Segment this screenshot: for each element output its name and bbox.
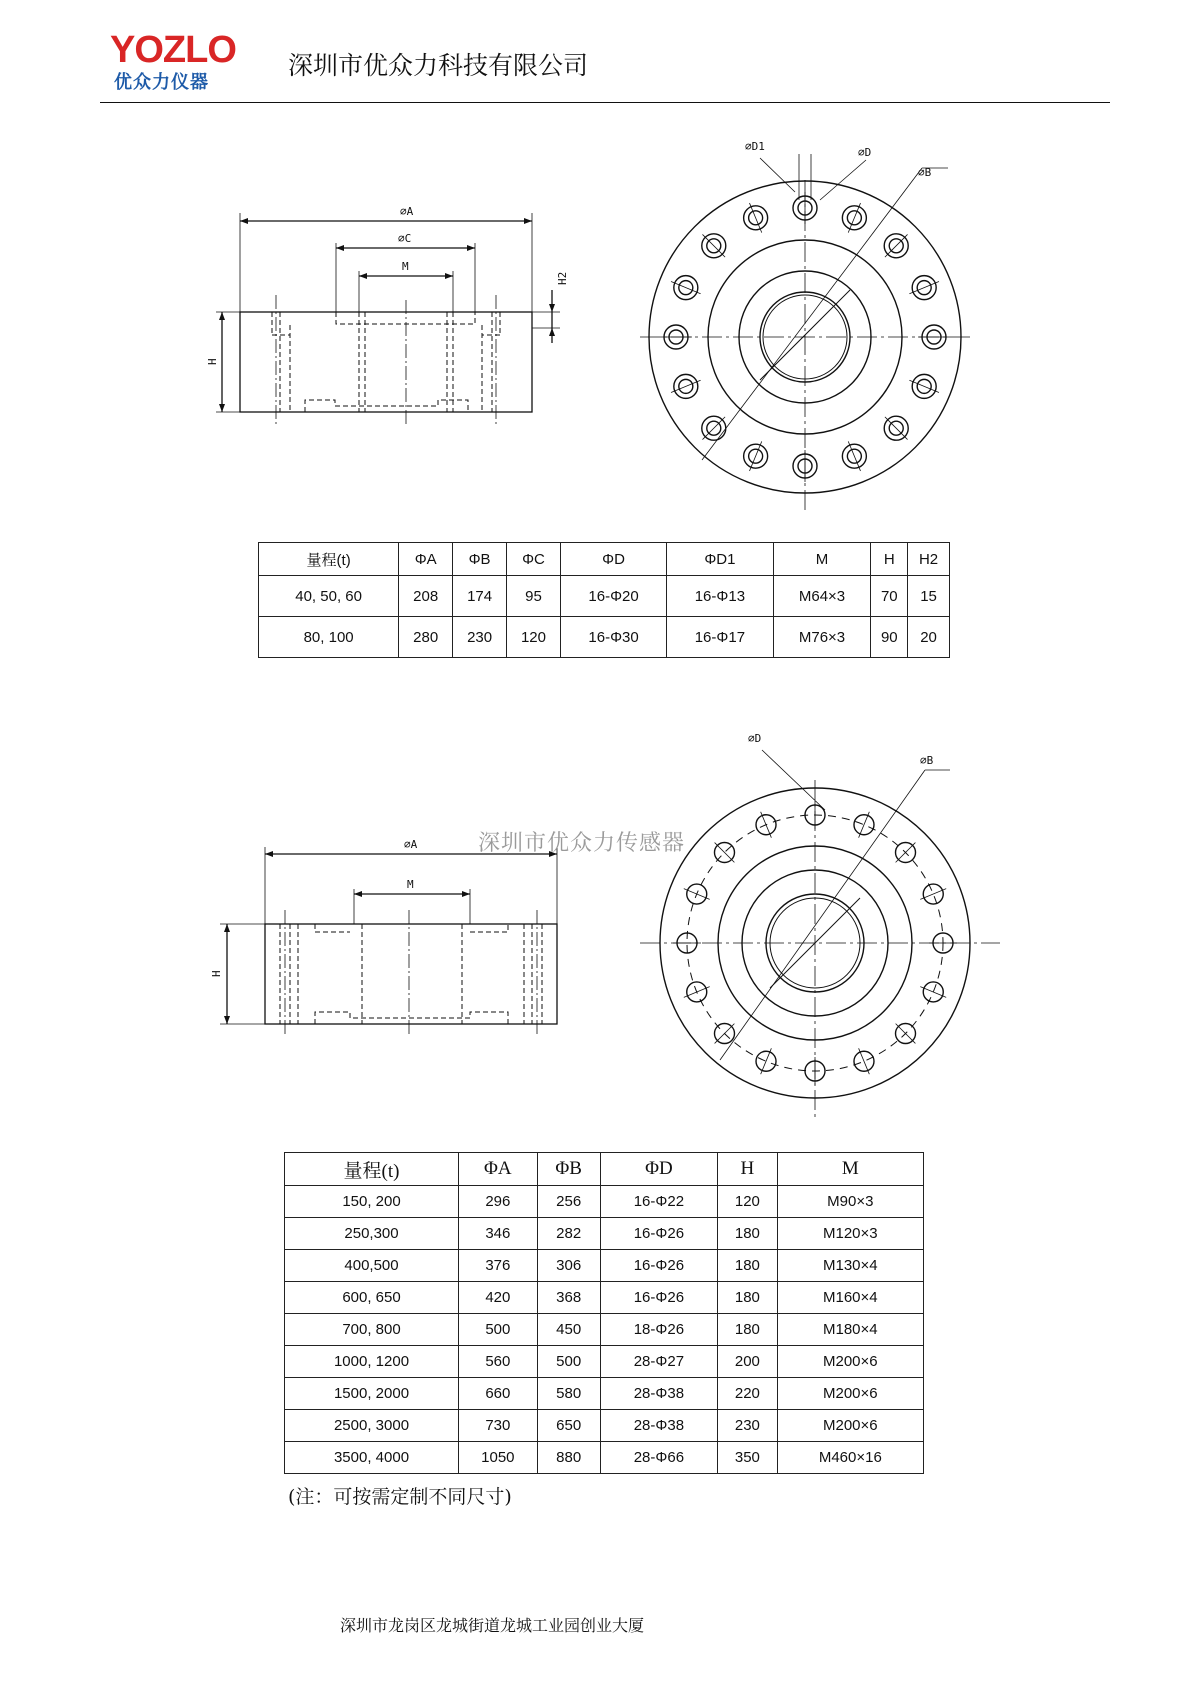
table-cell: 368	[537, 1282, 600, 1314]
label-phi-b: ⌀B	[918, 166, 932, 179]
label-h: H	[206, 358, 219, 365]
company-name: 深圳市优众力科技有限公司	[288, 51, 589, 80]
bolt-hole-centerline	[702, 234, 725, 257]
table-cell: 180	[718, 1314, 778, 1346]
table-cell: M180×4	[777, 1314, 923, 1346]
table-cell: 180	[718, 1218, 778, 1250]
bolt-hole-centerline	[848, 203, 860, 233]
label-m: M	[407, 878, 414, 891]
header-cell: H2	[908, 543, 950, 576]
table-cell: 16-Φ20	[560, 576, 666, 617]
table-row	[285, 1410, 924, 1442]
header-cell: ΦD	[600, 1153, 717, 1186]
footer-address: 深圳市龙岗区龙城街道龙城工业园创业大厦	[340, 1616, 645, 1635]
table-cell: 1050	[459, 1442, 538, 1474]
table-cell: 120	[507, 617, 561, 658]
logo-main-text: YOZLO	[110, 29, 236, 71]
header-cell: ΦA	[459, 1153, 538, 1186]
label-phi-d: ⌀D	[858, 146, 872, 159]
bolt-hole-centerline	[750, 203, 762, 233]
header-cell: ΦB	[537, 1153, 600, 1186]
table-cell: 28-Φ66	[600, 1442, 717, 1474]
table-cell: 650	[537, 1410, 600, 1442]
table-cell: 174	[453, 576, 507, 617]
table-row	[285, 1314, 924, 1346]
bolt-hole-centerline	[671, 380, 701, 392]
table-cell: 350	[718, 1442, 778, 1474]
table-cell: 500	[459, 1314, 538, 1346]
table-cell: 306	[537, 1250, 600, 1282]
table-cell: M200×6	[777, 1346, 923, 1378]
table-cell: 18-Φ26	[600, 1314, 717, 1346]
table-cell: M200×6	[777, 1378, 923, 1410]
table-cell: 120	[718, 1186, 778, 1218]
header-cell: ΦC	[507, 543, 561, 576]
label-phi-a: ⌀A	[404, 838, 418, 851]
table-row	[259, 576, 950, 617]
table-cell: 200	[718, 1346, 778, 1378]
drawing2-side-view	[210, 835, 600, 1035]
table-cell: 256	[537, 1186, 600, 1218]
header-cell: M	[773, 543, 871, 576]
table-row	[285, 1282, 924, 1314]
table-cell: 600, 650	[285, 1282, 459, 1314]
header-cell: H	[718, 1153, 778, 1186]
table-cell: M130×4	[777, 1250, 923, 1282]
table-header-row	[259, 543, 950, 576]
table-cell: 208	[399, 576, 453, 617]
table-cell: M90×3	[777, 1186, 923, 1218]
page-header	[100, 30, 1110, 103]
label-h2: H2	[556, 271, 569, 285]
drawing2-top-view	[620, 730, 1010, 1130]
table-cell: 28-Φ38	[600, 1378, 717, 1410]
drawing1-side-view	[206, 195, 610, 445]
header-cell: ΦA	[399, 543, 453, 576]
table-cell: M76×3	[773, 617, 871, 658]
spec-table-2	[284, 1152, 924, 1474]
table-cell: 28-Φ38	[600, 1410, 717, 1442]
table-row	[285, 1250, 924, 1282]
label-phi-d1: ⌀D1	[745, 140, 765, 153]
table-cell: 180	[718, 1282, 778, 1314]
header-cell: 量程(t)	[285, 1153, 459, 1186]
header-cell: ΦD1	[667, 543, 773, 576]
label-phi-b: ⌀B	[920, 754, 934, 767]
bolt-hole-centerline	[909, 282, 939, 294]
table-cell: 3500, 4000	[285, 1442, 459, 1474]
table-cell: 80, 100	[259, 617, 399, 658]
table-cell: M120×3	[777, 1218, 923, 1250]
table-cell: 230	[453, 617, 507, 658]
spec-table-1	[258, 542, 950, 658]
bolt-hole-centerline	[885, 417, 908, 440]
table-cell: 70	[871, 576, 908, 617]
table-cell: M160×4	[777, 1282, 923, 1314]
table-cell: 560	[459, 1346, 538, 1378]
table-cell: 16-Φ26	[600, 1282, 717, 1314]
bolt-hole-centerline	[750, 441, 762, 471]
table-cell: 16-Φ17	[667, 617, 773, 658]
label-m: M	[402, 260, 409, 273]
table-cell: 230	[718, 1410, 778, 1442]
table-cell: 880	[537, 1442, 600, 1474]
table-row	[285, 1442, 924, 1474]
header-cell: M	[777, 1153, 923, 1186]
table-cell: M200×6	[777, 1410, 923, 1442]
table-cell: 20	[908, 617, 950, 658]
label-h: H	[210, 970, 223, 977]
bolt-hole-centerline	[848, 441, 860, 471]
table-cell: 95	[507, 576, 561, 617]
bolt-hole-centerline	[671, 282, 701, 294]
table-header-row	[285, 1153, 924, 1186]
company-logo	[110, 29, 236, 100]
table-row	[285, 1378, 924, 1410]
table-cell: 280	[399, 617, 453, 658]
label-phi-d: ⌀D	[748, 732, 762, 745]
bolt-hole-centerline	[702, 417, 725, 440]
label-phi-c: ⌀C	[398, 232, 412, 245]
table-cell: 28-Φ27	[600, 1346, 717, 1378]
bolt-hole-centerline	[885, 234, 908, 257]
table-cell: 16-Φ22	[600, 1186, 717, 1218]
table-cell: 16-Φ13	[667, 576, 773, 617]
custom-size-note: (注：可按需定制不同尺寸)	[288, 1486, 512, 1508]
table-cell: 500	[537, 1346, 600, 1378]
table-cell: 420	[459, 1282, 538, 1314]
table-cell: 660	[459, 1378, 538, 1410]
table-cell: 180	[718, 1250, 778, 1282]
table-cell: 16-Φ26	[600, 1218, 717, 1250]
logo-sub-text: 优众力仪器	[114, 72, 209, 93]
table-cell: 2500, 3000	[285, 1410, 459, 1442]
table-cell: 250,300	[285, 1218, 459, 1250]
table-cell: 730	[459, 1410, 538, 1442]
table-cell: 90	[871, 617, 908, 658]
drawing1-top-view	[640, 140, 980, 510]
table-row	[285, 1186, 924, 1218]
table-cell: 282	[537, 1218, 600, 1250]
header-cell: H	[871, 543, 908, 576]
table-cell: 16-Φ26	[600, 1250, 717, 1282]
table-cell: 400,500	[285, 1250, 459, 1282]
table-cell: M64×3	[773, 576, 871, 617]
table-cell: 296	[459, 1186, 538, 1218]
header-cell: ΦB	[453, 543, 507, 576]
side-body-outline	[240, 312, 532, 412]
table-cell: 150, 200	[285, 1186, 459, 1218]
table-cell: 15	[908, 576, 950, 617]
table-cell: 40, 50, 60	[259, 576, 399, 617]
table-cell: 700, 800	[285, 1314, 459, 1346]
table-row	[285, 1346, 924, 1378]
table-cell: 450	[537, 1314, 600, 1346]
table-cell: 1000, 1200	[285, 1346, 459, 1378]
table-cell: 580	[537, 1378, 600, 1410]
label-phi-a: ⌀A	[400, 205, 414, 218]
table-cell: M460×16	[777, 1442, 923, 1474]
table-cell: 1500, 2000	[285, 1378, 459, 1410]
table-cell: 376	[459, 1250, 538, 1282]
table-row	[259, 617, 950, 658]
header-cell: 量程(t)	[259, 543, 399, 576]
watermark-text: 深圳市优众力传感器	[478, 831, 686, 856]
table-cell: 220	[718, 1378, 778, 1410]
table-cell: 16-Φ30	[560, 617, 666, 658]
table-row	[285, 1218, 924, 1250]
table-cell: 346	[459, 1218, 538, 1250]
bolt-hole-centerline	[909, 380, 939, 392]
header-cell: ΦD	[560, 543, 666, 576]
